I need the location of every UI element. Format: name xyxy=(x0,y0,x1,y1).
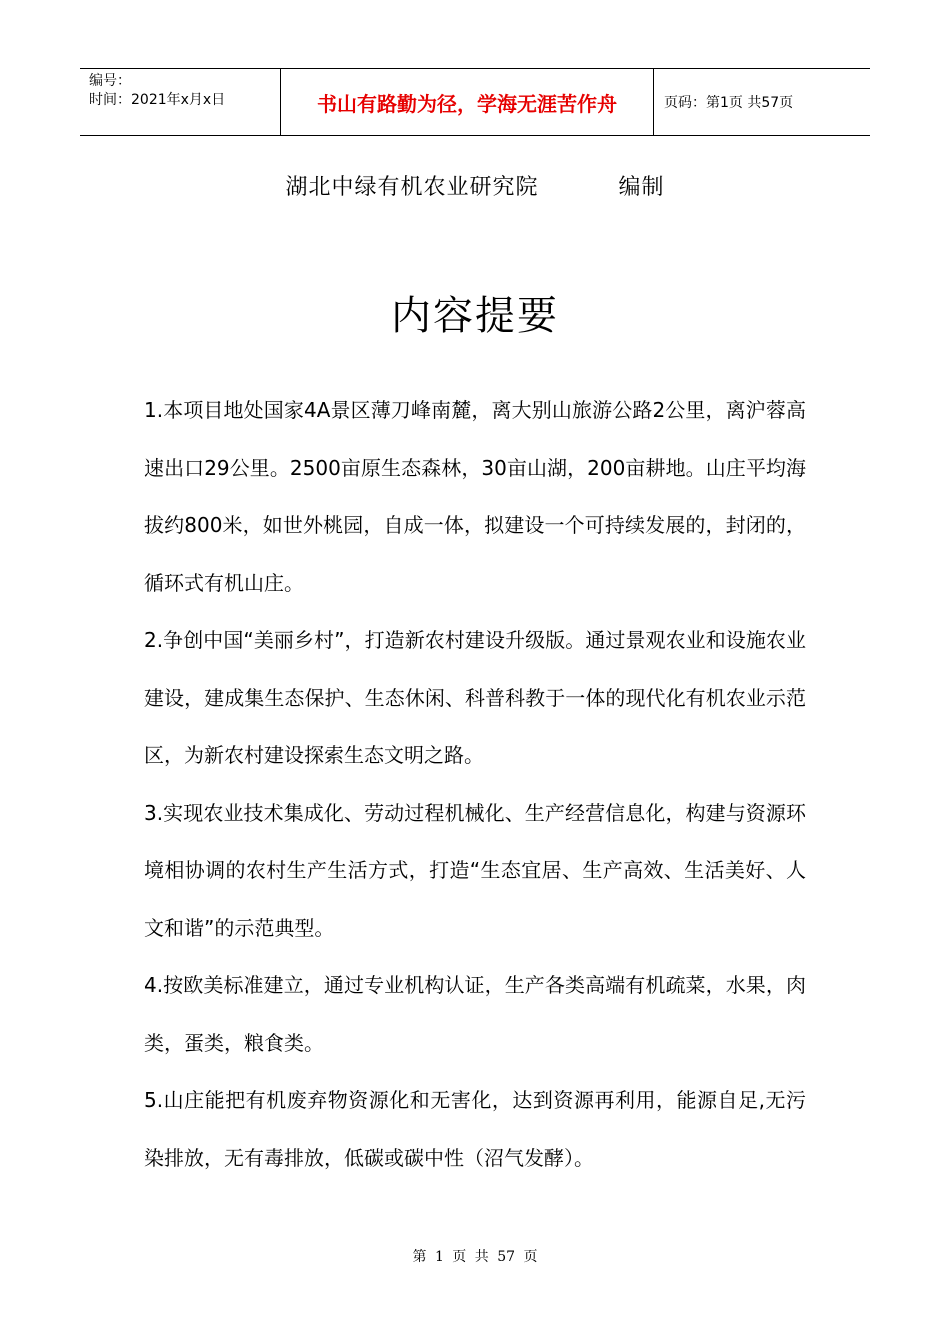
page-header xyxy=(80,68,870,136)
page-title: 内容提要 xyxy=(391,293,559,339)
summary-paragraph-4: 4.按欧美标准建立，通过专业机构认证，生产各类高端有机疏菜，水果，肉类，蛋类，粮食类。 xyxy=(144,973,806,1055)
serial-number-label: 编号： xyxy=(89,73,131,89)
summary-paragraph-3: 3.实现农业技术集成化、劳动过程机械化、生产经营信息化，构建与资源环境相协调的农村生产生活方式，打造“生态宜居、生产高效、生活美好、人文和谐”的示范典型。 xyxy=(144,800,806,940)
header-motto: 书山有路勤为径，学海无涯苦作舟 xyxy=(281,69,654,135)
summary-paragraph-2: 2.争创中国“美丽乡村”，打造新农村建设升级版。通过景观农业和设施农业建设，建成集生态保护、生态休闲、科普科教于一体的现代化有机农业示范区，为新农村建设探索生态文明之路。 xyxy=(144,628,806,767)
summary-body xyxy=(144,382,806,1187)
page-footer: 第 1 页 共 57 页 xyxy=(412,1249,538,1265)
header-meta xyxy=(80,69,281,135)
date-label: 时间：2021年x月x日 xyxy=(89,92,226,108)
organization-line: 湖北中绿有机农业研究院 编制 xyxy=(285,175,665,200)
header-page-info: 页码：第1页 共57页 xyxy=(664,95,794,111)
summary-paragraph-5: 5.山庄能把有机废弃物资源化和无害化，达到资源再利用，能源自足,无污染排放，无有毒排放，低碳或碳中性（沼气发酵）。 xyxy=(144,1088,806,1170)
summary-paragraph-1: 1.本项目地处国家4A景区薄刀峰南麓，离大别山旅游公路2公里，离沪蓉高速出口29公里。2500亩原生态森林，30亩山湖，200亩耕地。山庄平均海拔约800米，如世外桃园，自成一体，拟建设一个可持续发展的，封闭的，循环式有机山庄。 xyxy=(144,398,806,595)
